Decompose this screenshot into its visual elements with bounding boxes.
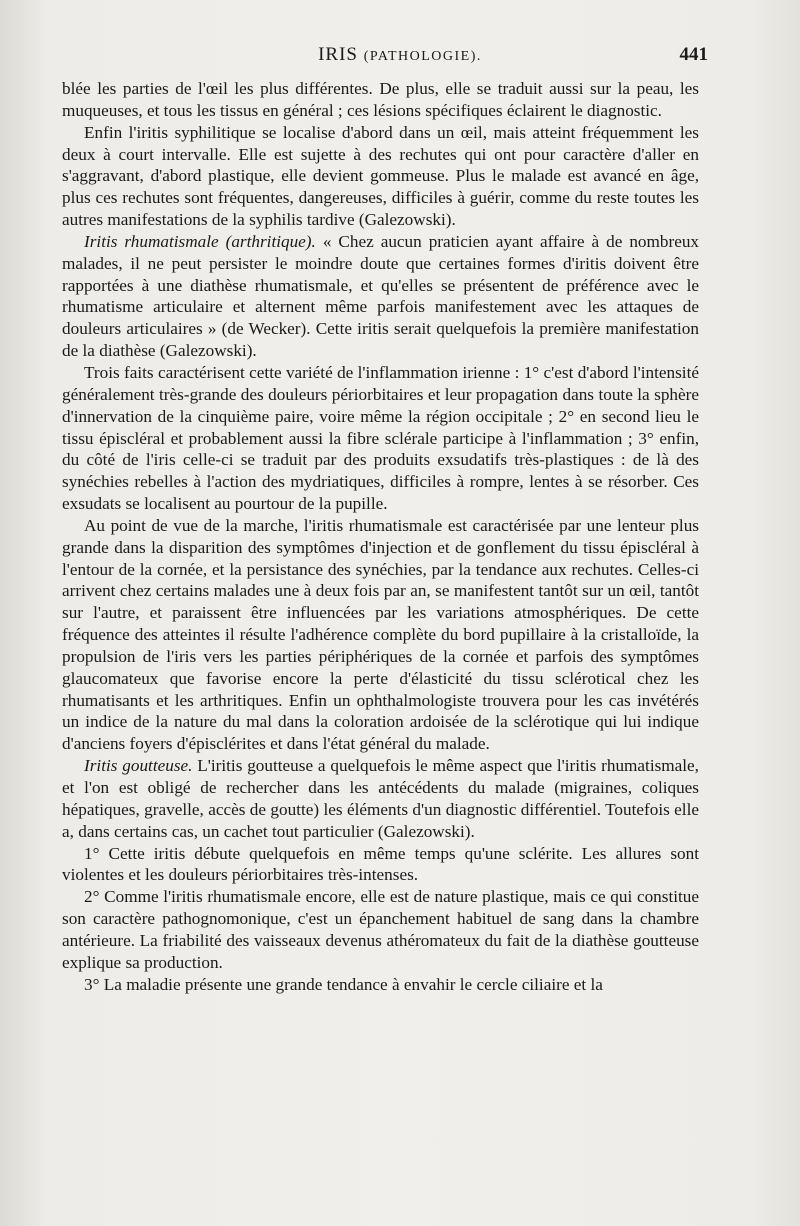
running-head bbox=[0, 44, 800, 74]
paragraph-point-2 bbox=[62, 886, 699, 973]
paragraph-rheumatic-intro bbox=[62, 231, 699, 362]
paragraph-text: 1° Cette iritis débute quelquefois en même temps qu'une sclérite. Les allures sont violentes et les douleurs périorbitaires très-intenses. bbox=[62, 843, 699, 885]
paragraph-text: L'iritis goutteuse a quelquefois le même aspect que l'iritis rhumatismale, et l'on est obligé de rechercher dans les antécédents du malade (migraines, coliques hépatiques, gravelle, accès de goutte) les éléments d'un diagnostic différentiel. Toutefois elle a, dans certains cas, un cachet tout particulier (Galezowski). bbox=[62, 756, 699, 841]
paragraph-point-3 bbox=[62, 974, 699, 996]
paragraph-text: Au point de vue de la marche, l'iritis rhumatismale est caractérisée par une lenteur plus grande dans la disparition des symptômes d'injection et de gonflement du tissu épiscléral à l'entour de la cornée, et la persistance des synéchies, par la tendance aux rechutes. Celles-ci arrivent chez certains malades une à deux fois par an, se manifestent tantôt sur un œil, tantôt sur l'autre, et paraissent être influencées par les variations atmosphériques. De cette fréquence des atteintes il résulte l'adhérence complète du bord pupillaire à la cristalloïde, la propulsion de l'iris vers les parties périphériques de la cornée et parfois des symptômes glaucomateux que favorise encore la perte d'élasticité du tissu sclérotical chez les rhumatisants et les arthritiques. Enfin un ophthalmologiste trouvera pour les cas invétérés un indice de la nature du mal dans la coloration ardoisée de la sclérotique qui lui indique d'anciens foyers d'épisclérites et dans l'état général du malade. bbox=[62, 515, 699, 754]
paragraph-text: blée les parties de l'œil les plus différentes. De plus, elle se traduit aussi sur la peau, les muqueuses, et tous les tissus en général ; ces lésions spécifiques éclairent le diagnostic. bbox=[62, 79, 699, 120]
section-heading-rheumatic: Iritis rhumatismale (arthritique). bbox=[84, 231, 316, 251]
body-text bbox=[62, 78, 699, 995]
running-head-subtitle: (PATHOLOGIE). bbox=[363, 49, 482, 64]
paragraph-gouty-intro bbox=[62, 755, 699, 842]
paragraph-text: « Chez aucun praticien ayant affaire à de nombreux malades, il ne peut persister le moindre doute que certaines formes d'iritis doivent être rapportées à une diathèse rhumatismale, et qu'elles se présentent de préférence avec le rhumatisme articulaire et alternent même parfois manifestement avec les attaques de douleurs articulaires » (de Wecker). Cette iritis serait quelquefois la première manifestation de la diathèse (Galezowski). bbox=[62, 231, 700, 361]
paragraph-continuation bbox=[62, 78, 699, 122]
paragraph-text: 3° La maladie présente une grande tendance à envahir le cercle ciliaire et la bbox=[84, 974, 603, 994]
paragraph-text: Enfin l'iritis syphilitique se localise d'abord dans un œil, mais atteint fréquemment les deux à court intervalle. Elle est sujette à des rechutes qui ont pour caractère d'aller en s'aggravant, d'abord plastique, elle devient gommeuse. Plus le malade est avancé en âge, plus ces rechutes sont fréquentes, dangereuses, difficiles à guérir, comme du reste toutes les autres manifestations de la syphilis tardive (Galezowski). bbox=[62, 122, 699, 230]
paragraph-point-1 bbox=[62, 843, 699, 887]
paragraph-syphilitic bbox=[62, 122, 699, 231]
paragraph-text: 2° Comme l'iritis rhumatismale encore, elle est de nature plastique, mais ce qui constitue son caractère pathognomonique, c'est un épanchement habituel de sang dans la chambre antérieure. La friabilité des vaisseaux devenus athéromateux du fait de la diathèse goutteuse explique sa production. bbox=[62, 887, 699, 972]
section-heading-gouty: Iritis goutteuse. bbox=[84, 756, 193, 776]
paragraph-course bbox=[62, 515, 699, 755]
page-number: 441 bbox=[679, 44, 708, 65]
paragraph-three-facts bbox=[62, 362, 699, 515]
running-head-iris: IRIS bbox=[318, 44, 358, 65]
paragraph-text: Trois faits caractérisent cette variété de l'inflammation irienne : 1° c'est d'abord l'intensité généralement très-grande des douleurs périorbitaires et leur propagation dans toute la sphère d'innervation de la cinquième paire, voire même la région occipitale ; 2° en second lieu le tissu épiscléral et probablement aussi la fibre sclérale participe à l'inflammation ; 3° enfin, du côté de l'iris celle-ci se traduit par des produits exsudatifs très-plastiques : de là des synéchies rebelles à l'action des mydriatiques, difficiles à rompre, lentes à se résorber. Ces exsudats se localisent au pourtour de la pupille. bbox=[62, 362, 699, 514]
